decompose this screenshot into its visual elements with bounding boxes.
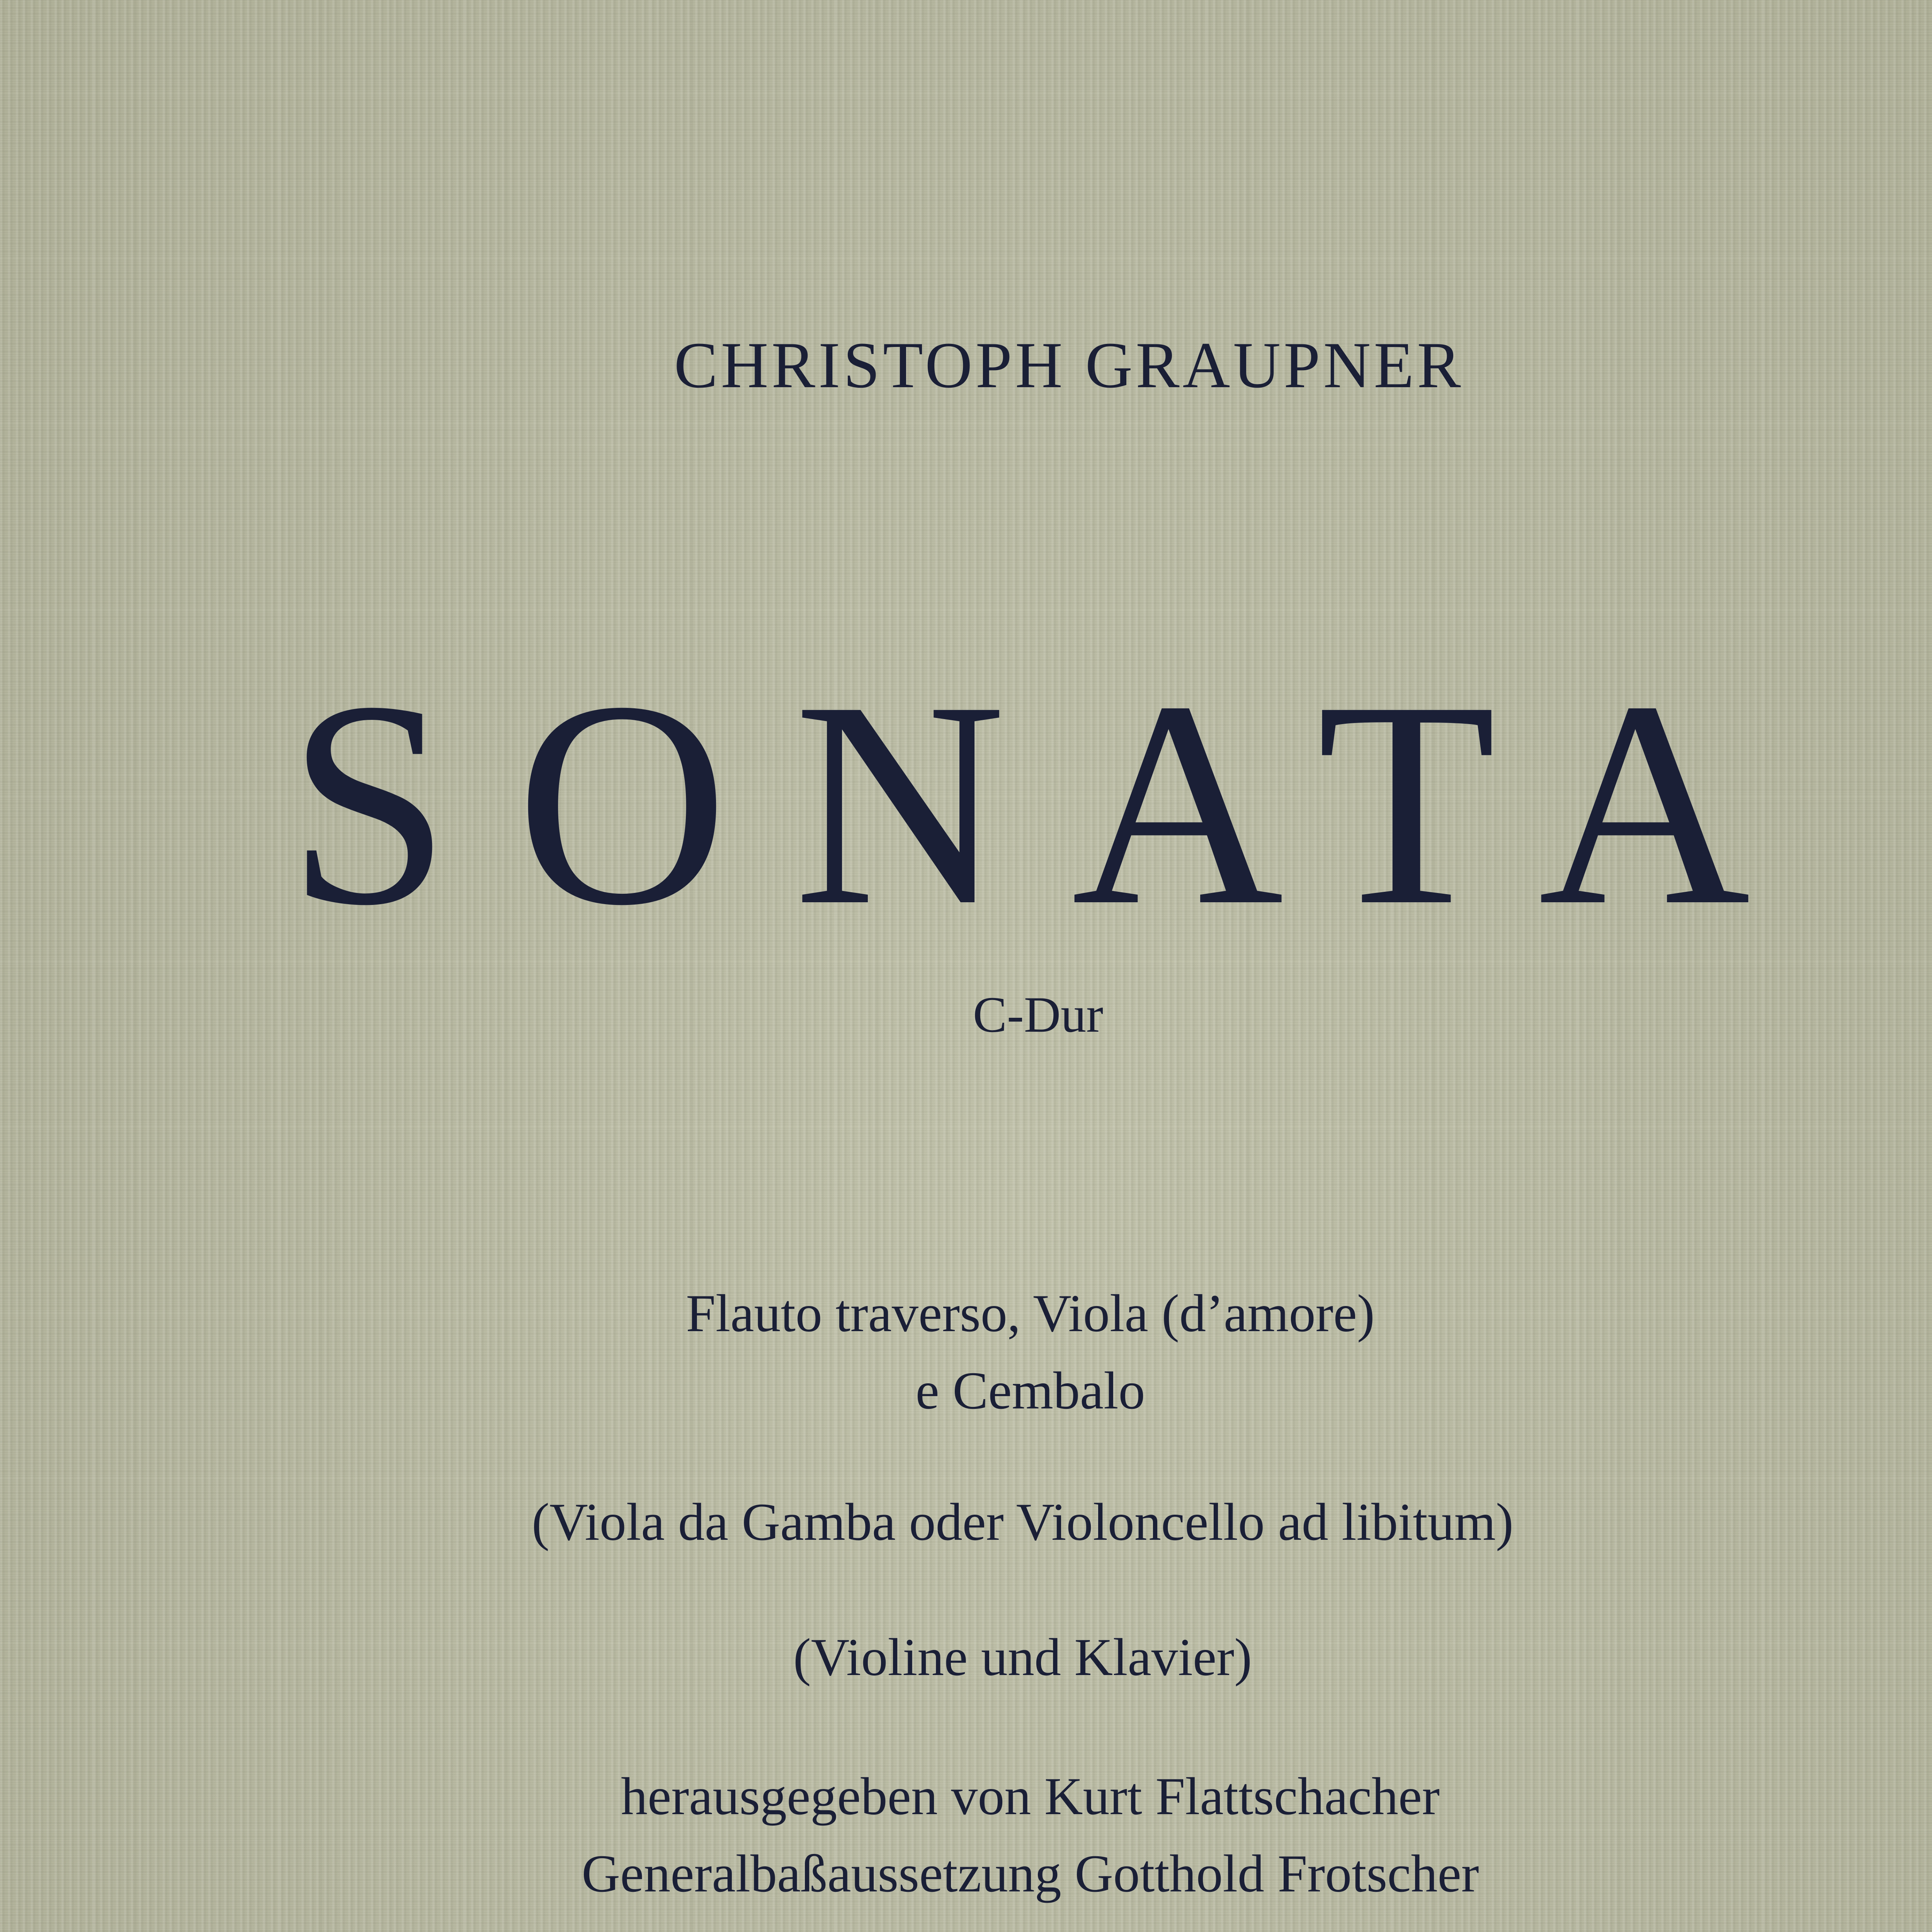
continuo-credit: Generalbaßaussetzung Gotthold Frotscher bbox=[582, 1844, 1479, 1903]
composer-name: CHRISTOPH GRAUPNER bbox=[674, 329, 1464, 401]
work-title: SONATA bbox=[287, 641, 1816, 966]
instrumentation-line-1: Flauto traverso, Viola (d’amore) bbox=[686, 1284, 1375, 1343]
editor-credit: herausgegeben von Kurt Flattschacher bbox=[621, 1767, 1440, 1826]
key-signature: C-Dur bbox=[973, 986, 1104, 1043]
alternative-violin: (Violine und Klavier) bbox=[793, 1628, 1252, 1687]
alternative-gamba: (Viola da Gamba oder Violoncello ad libitum) bbox=[532, 1492, 1514, 1551]
instrumentation-line-2: e Cembalo bbox=[915, 1361, 1145, 1420]
